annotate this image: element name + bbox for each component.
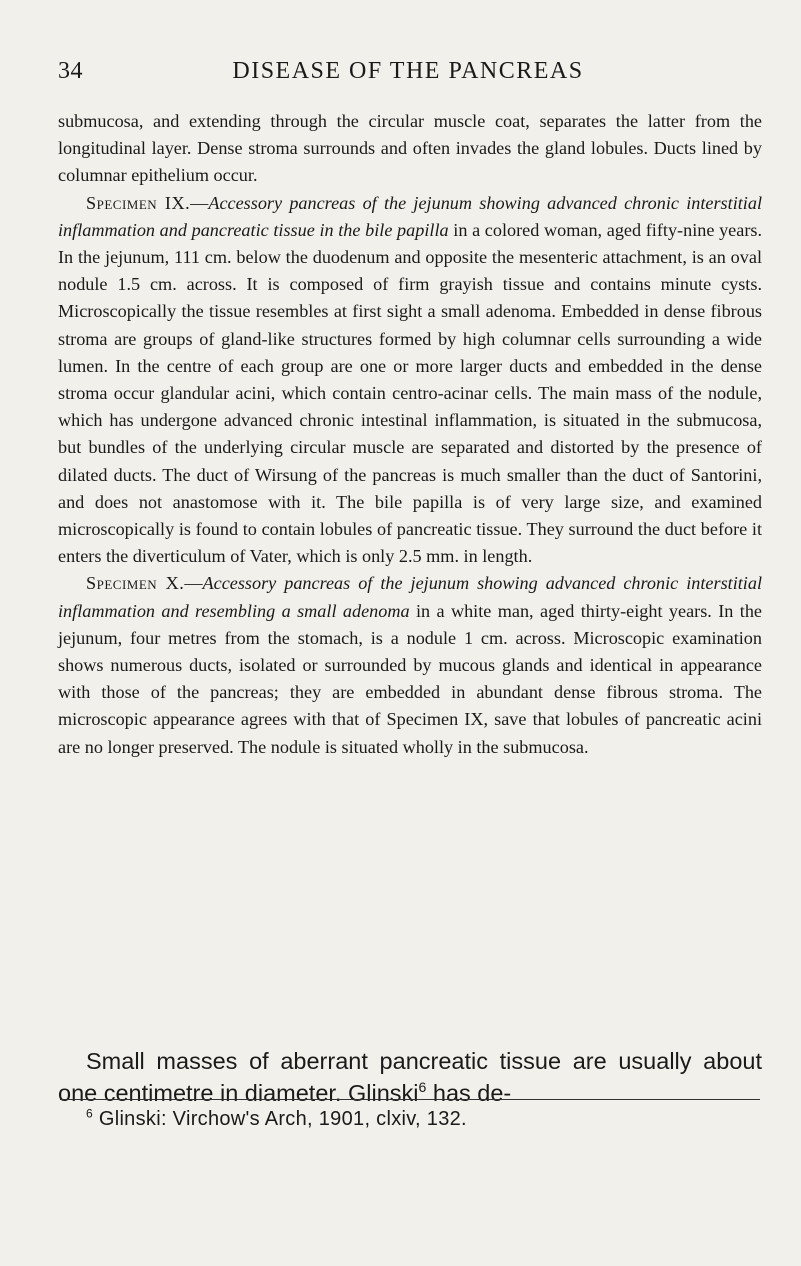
em-dash: — [184,573,203,594]
specimen-description: in a colored woman, aged fifty-nine years. In the jejunum, 111 cm. below the duodenum and opposite the mesenteric attachment, is an oval nodule 1.5 cm. across. It is composed of firm grayish tissue and contains minute cysts. Microscopically the tissue resembles at first sight a small adenoma. Embedded in dense fibrous stroma are groups of gland-like structures formed by high columnar cells surrounding a wide lumen. In the centre of each group are one or more larger ducts and embedded in the dense stroma occur glandular acini, which contain centro-acinar cells. The main mass of the nodule, which has undergone advanced chronic intestinal inflammation, is situated in the submucosa, but bundles of the underlying circular muscle are separated and distorted by the presence of dilated ducts. The duct of Wirsung of the pancreas is much smaller than the duct of Santorini, and does not anastomose with it. The bile papilla is of very large size, and examined microscopically is found to contain lobules of pancreatic tissue. They surround the duct before it enters the diverticulum of Vater, which is only 2.5 mm. in length. [58,219,762,567]
paragraph-tail: has de- [426,1079,512,1106]
paragraph-continuation: submucosa, and extending through the circular muscle coat, separates the latter from the longitudinal layer. Dense stroma surrounds and often invades the gland lobules. Ducts lined by columnar epithelium occur. [58,111,762,186]
footnote-text: Glinski: Virchow's Arch, 1901, clxiv, 132. [98,1108,467,1130]
paragraph-text: Small masses of aberrant pancreatic tissue are usually about one centimetre in diameter. Glinski [58,1047,762,1106]
specimen-label: Specimen IX. [86,192,191,213]
footnote-reference: 6 [418,1078,427,1095]
em-dash: — [190,192,209,213]
page-number: 34 [58,58,83,84]
body-text [58,108,762,761]
specimen-title: Accessory pancreas of the jejunum showing advanced chronic interstitial inflammation and pancreatic tissue in the bile papilla [58,192,762,240]
specimen-description: in a white man, aged thirty-eight years. In the jejunum, four metres from the stomach, is a nodule 1 cm. across. Microscopic examination shows numerous ducts, isolated or surrounded by mucous glands and identical in appearance with those of the pancreas; they are embedded in abundant dense fibrous stroma. The microscopic appearance agrees with that of Specimen IX, save that lobules of pancreatic acini are no longer preserved. The nodule is situated wholly in the submucosa. [58,600,762,757]
paragraph-specimen-ix [58,190,762,571]
running-title: DISEASE OF THE PANCREAS [232,58,584,84]
specimen-title: Accessory pancreas of the jejunum showing advanced chronic interstitial inflammation and resembling a small adenoma [58,573,763,621]
footnote-marker: 6 [86,1106,93,1121]
page-header [58,58,758,98]
paragraph-specimen-x [58,570,762,760]
footnote [86,1108,467,1131]
specimen-label: Specimen X. [86,573,185,594]
footnote-divider [60,1099,760,1100]
